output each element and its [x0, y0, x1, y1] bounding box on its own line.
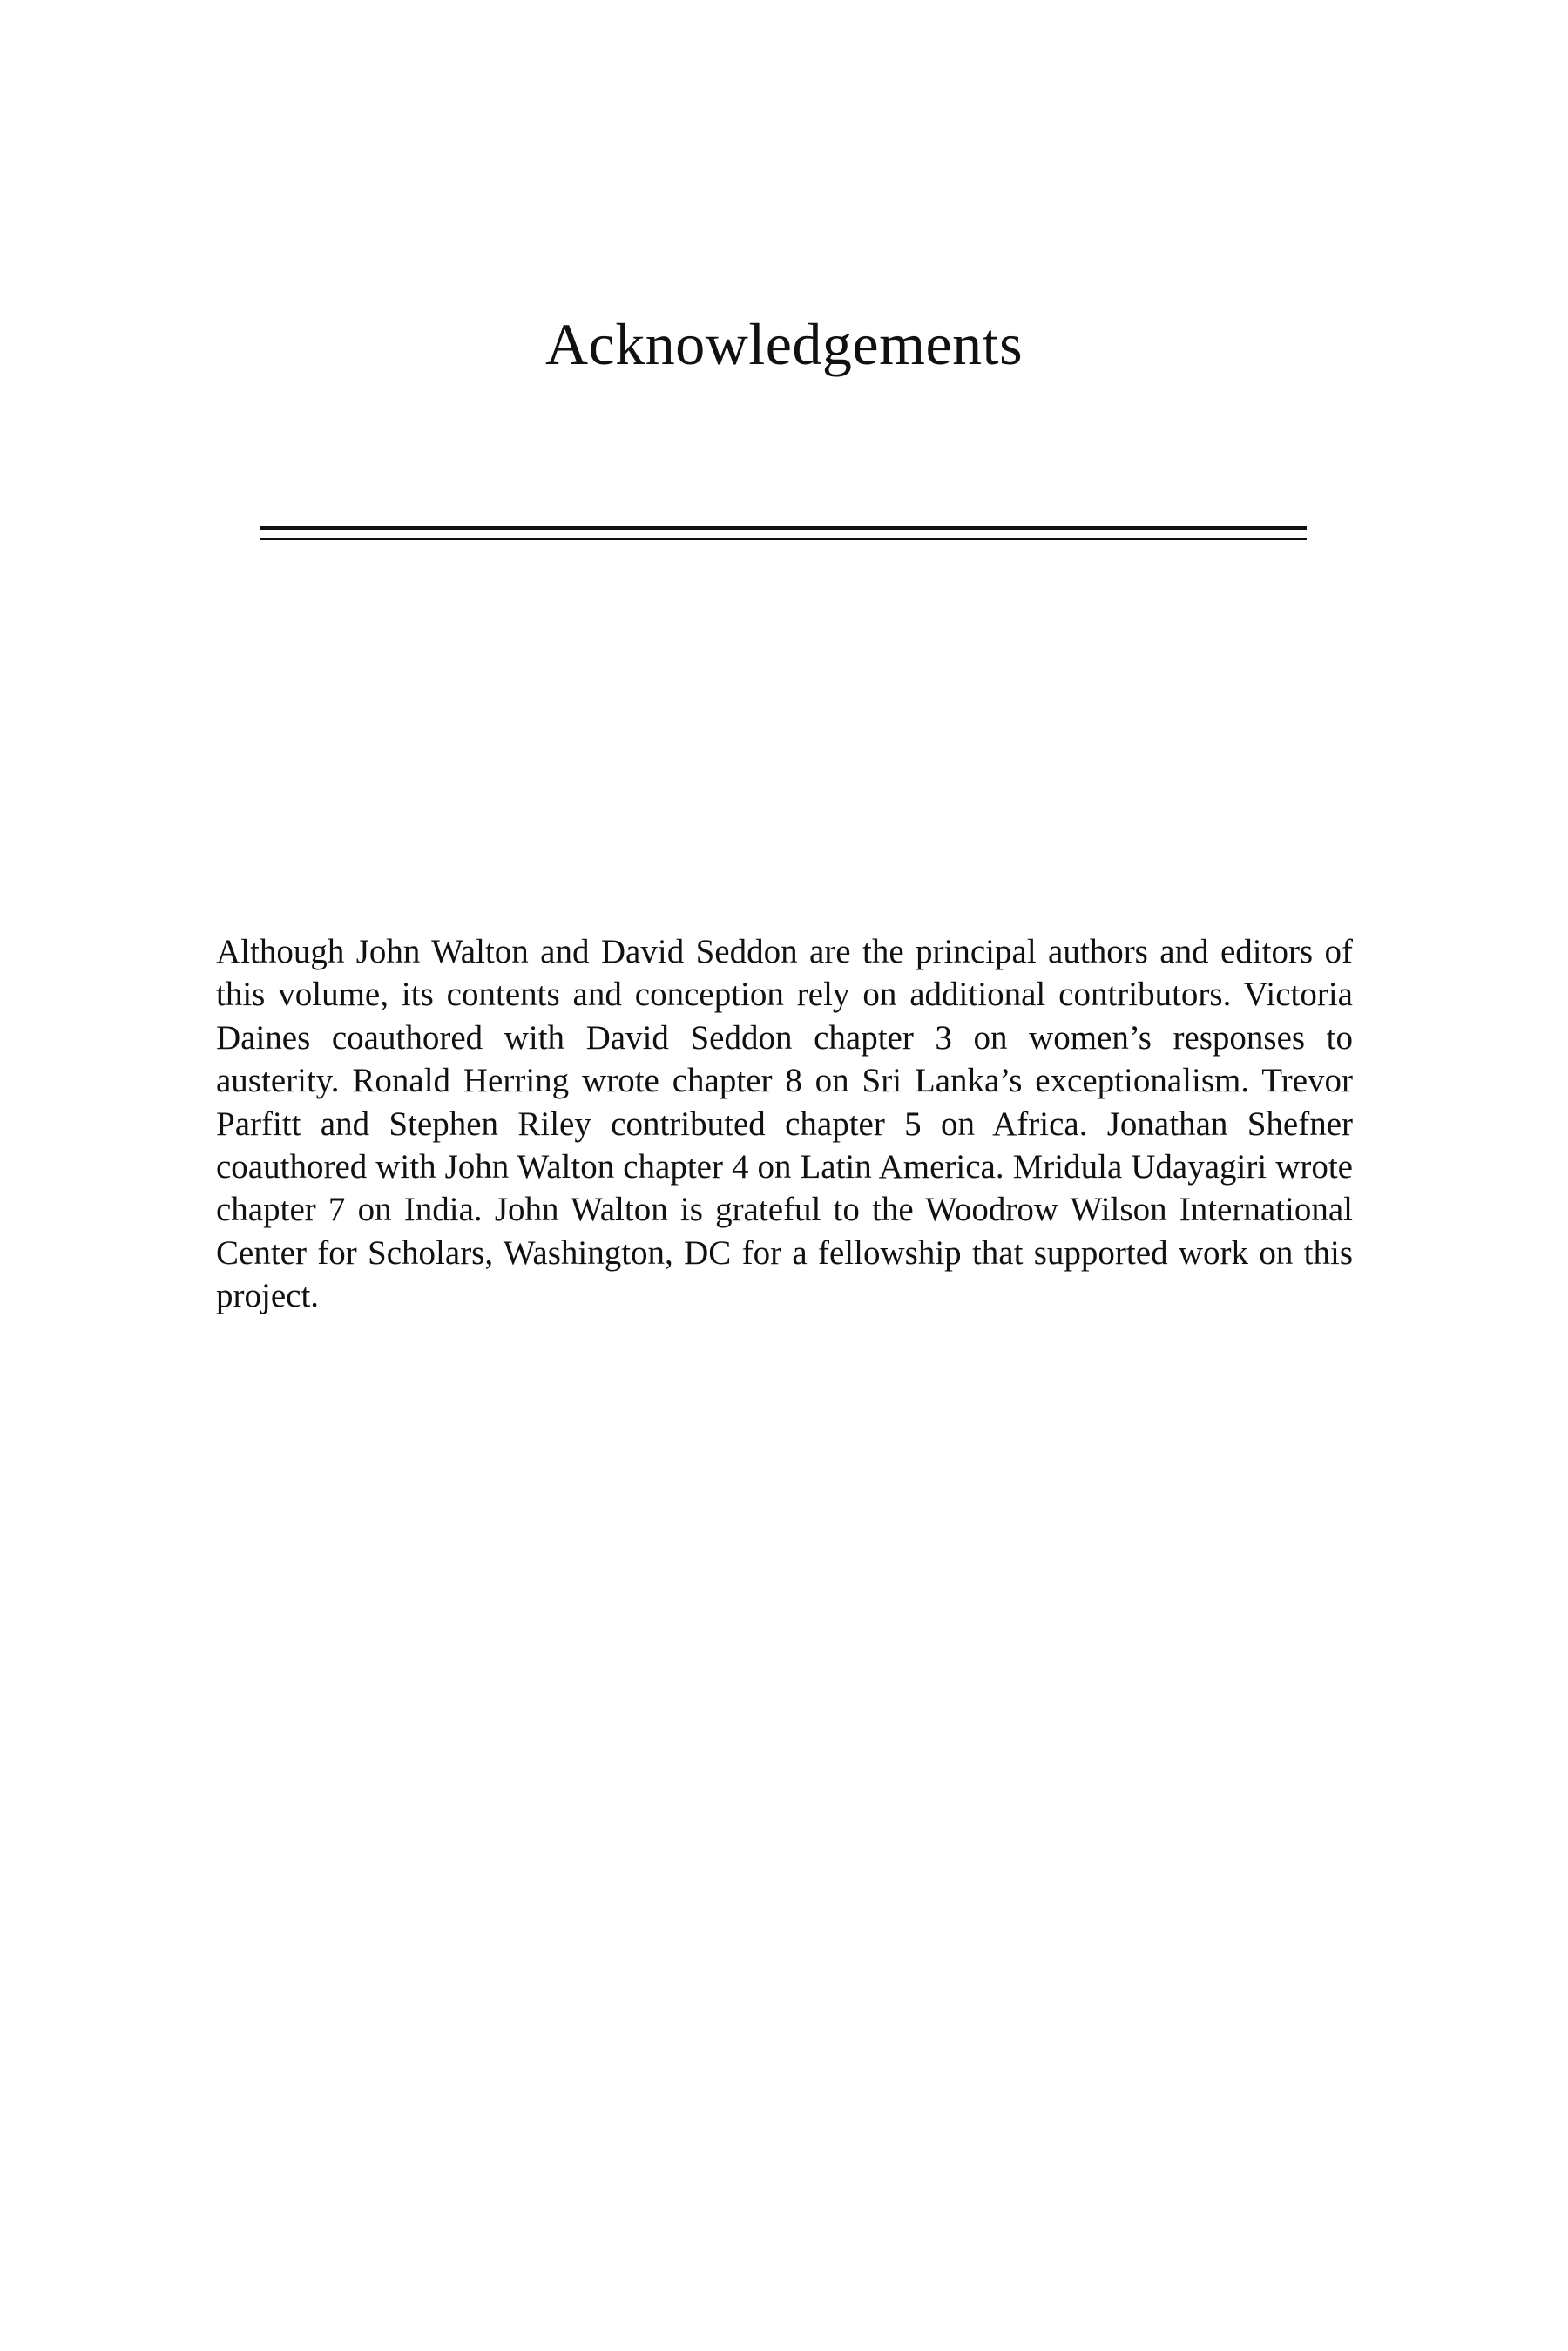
- page-title: Acknowledgements: [544, 311, 1024, 377]
- title-rule-thin: [260, 538, 1307, 540]
- acknowledgements-paragraph: Although John Walton and David Seddon are the principal authors and editors of this volume, its contents and conception rely on additional contributors. Victoria Daines coauthored with David Seddon chapter 3 on women’s responses to austerity. Ronald Herring wrote chapter 8 on Sri Lanka’s exceptionalism. Trevor Parfitt and Stephen Riley contributed chapter 5 on Africa. Jonathan Shefner coauthored with John Walton chapter 4 on Latin America. Mridula Udayagiri wrote chapter 7 on India. John Walton is grateful to the Woodrow Wilson International Center for Scholars, Washington, DC for a fellowship that supported work on this project.: [216, 933, 1353, 1315]
- title-rule-thick: [260, 526, 1307, 530]
